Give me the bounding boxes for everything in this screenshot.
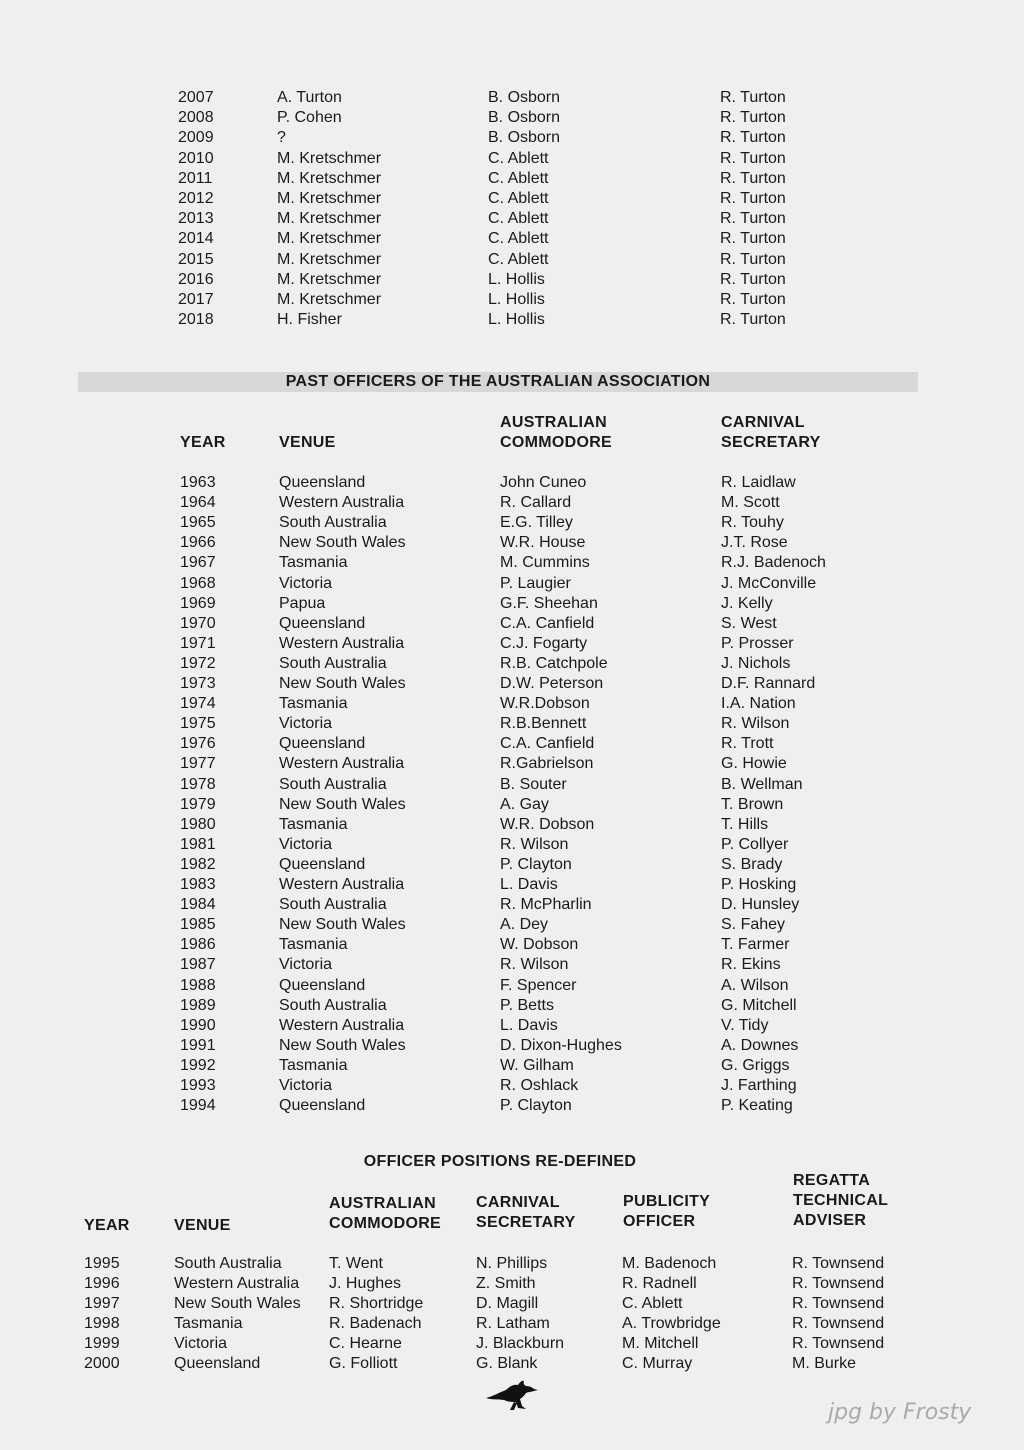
past-officers-cell: 1975 [180,715,216,733]
top-table-cell: R. Turton [720,250,786,268]
past-officers-cell: R. Ekins [721,956,781,974]
past-officers-cell: 1992 [180,1056,216,1074]
header2-venue: VENUE [174,1217,231,1234]
redefined-officers-cell: R. Townsend [792,1295,885,1312]
header-secretary-line1: CARNIVAL [721,414,805,431]
top-table-cell: R. Turton [720,291,786,308]
header-secretary-line2: SECRETARY [721,434,821,451]
past-officers-cell: Queensland [279,474,366,491]
past-officers-cell: Tasmania [279,815,348,833]
top-table-cell: ? [277,129,286,147]
redefined-officers-cell: C. Murray [622,1355,693,1372]
redefined-officers-cell: M. Burke [792,1355,857,1372]
past-officers-cell: D. Hunsley [721,896,800,914]
past-officers-cell: R.Gabrielson [500,755,594,773]
past-officers-cell: S. Fahey [721,916,786,934]
past-officers-cell: G.F. Sheehan [500,594,598,612]
past-officers-cell: R. Laidlaw [721,474,796,491]
past-officers-cell: 1973 [180,675,216,692]
past-officers-cell: P. Laugier [500,574,571,592]
past-officers-cell: Queensland [279,735,366,753]
top-table-cell: 2015 [178,250,214,268]
past-officers-cell: T. Brown [721,795,784,813]
past-officers-cell: 1979 [180,795,216,813]
past-officers-cell: E.G. Tilley [500,514,573,532]
header-venue: VENUE [279,434,336,451]
past-officers-cell: C.A. Canfield [500,614,595,632]
redefined-officers-cell: R. Townsend [792,1255,885,1272]
top-table-cell: M. Kretschmer [277,250,382,268]
past-officers-cell: South Australia [279,775,387,793]
past-officers-cell: South Australia [279,514,387,532]
past-officers-cell: Western Australia [279,634,405,652]
past-officers-cell: Papua [279,594,326,612]
watermark-text: jpg by Frosty [828,1400,972,1425]
past-officers-cell: R. Callard [500,494,572,512]
redefined-officers-cell: R. Badenach [329,1315,422,1332]
past-officers-cell: Tasmania [279,936,348,954]
past-officers-cell: J. McConville [721,574,817,592]
past-officers-cell: G. Howie [721,755,787,773]
past-officers-cell: B. Wellman [721,775,803,793]
top-table-cell: R. Turton [720,311,786,329]
past-officers-cell: R.J. Badenoch [721,554,826,572]
top-table-cell: C. Ablett [488,169,549,187]
header-commodore-line1: AUSTRALIAN [500,414,607,431]
past-officers-cell: 1988 [180,976,216,994]
past-officers-cell: 1978 [180,775,216,793]
top-table-cell: R. Turton [720,129,786,147]
past-officers-cell: 1984 [180,896,216,914]
header-commodore-line2: COMMODORE [500,434,613,451]
past-officers-banner [78,372,918,392]
redefined-officers-cell: G. Blank [476,1355,538,1372]
past-officers-cell: 1970 [180,614,216,632]
redefined-officers-cell: 1999 [84,1335,120,1352]
top-table-cell: C. Ablett [488,210,549,228]
past-officers-cell: Tasmania [279,695,348,713]
redefined-officers-cell: R. Latham [476,1315,550,1332]
top-table-cell: R. Turton [720,89,786,106]
header2-publicity-line1: PUBLICITY [623,1193,711,1210]
redefined-officers-cell: D. Magill [476,1295,539,1312]
header-year: YEAR [180,434,226,451]
redefined-officers-cell: Tasmania [174,1315,243,1332]
past-officers-cell: A. Downes [721,1036,799,1054]
past-officers-cell: New South Wales [279,916,406,934]
top-table-cell: R. Turton [720,109,786,127]
past-officers-cell: New South Wales [279,795,406,813]
past-officers-cell: South Australia [279,896,387,914]
redefined-officers-cell: R. Townsend [792,1315,885,1332]
past-officers-cell: Queensland [279,1097,366,1115]
redefined-officers-cell: South Australia [174,1255,282,1272]
past-officers-cell: Victoria [279,956,333,974]
past-officers-cell: C.J. Fogarty [500,634,588,652]
redefined-officers-cell: M. Mitchell [622,1335,699,1352]
past-officers-cell: South Australia [279,654,387,672]
redefined-officers-cell: 2000 [84,1355,120,1372]
past-officers-cell: New South Wales [279,1036,406,1054]
top-table-cell: M. Kretschmer [277,210,382,228]
past-officers-cell: W.R. Dobson [500,815,595,833]
past-officers-cell: T. Hills [721,815,769,833]
past-officers-cell: R. Trott [721,735,774,753]
header2-secretary-line1: CARNIVAL [476,1194,560,1211]
past-officers-cell: P. Prosser [721,634,794,652]
redefined-officers-cell: 1996 [84,1275,120,1292]
past-officers-cell: 1994 [180,1097,216,1115]
past-officers-cell: 1986 [180,936,216,954]
top-table-cell: 2007 [178,89,214,106]
past-officers-cell: Tasmania [279,1056,348,1074]
past-officers-cell: Queensland [279,976,366,994]
top-table-cell: 2012 [178,190,214,207]
top-table-cell: R. Turton [720,149,786,167]
past-officers-cell: P. Collyer [721,835,789,853]
top-table-cell: 2010 [178,149,214,167]
past-officers-cell: R. Wilson [500,956,569,974]
header2-year: YEAR [84,1217,130,1234]
top-table-cell: M. Kretschmer [277,190,382,207]
past-officers-cell: A. Gay [500,795,549,813]
redefined-officers-cell: 1998 [84,1315,120,1332]
top-table-cell: A. Turton [277,89,342,106]
past-officers-cell: 1983 [180,876,216,893]
past-officers-cell: New South Wales [279,534,406,552]
past-officers-cell: M. Scott [721,494,780,512]
redefined-officers-cell: Victoria [174,1335,228,1352]
past-officers-cell: D.W. Peterson [500,675,604,692]
past-officers-cell: 1964 [180,494,216,512]
header2-secretary-line2: SECRETARY [476,1214,576,1231]
top-table-cell: 2008 [178,109,214,127]
past-officers-cell: Western Australia [279,1016,405,1034]
past-officers-cell: C.A. Canfield [500,735,595,753]
past-officers-cell: D. Dixon-Hughes [500,1036,622,1054]
past-officers-cell: R. Wilson [721,715,790,733]
top-table-cell: 2011 [178,169,213,187]
past-officers-cell: 1993 [180,1077,216,1094]
past-officers-cell: Victoria [279,574,333,592]
past-officers-cell: 1985 [180,916,216,934]
header2-adviser-line3: ADVISER [793,1212,867,1229]
past-officers-cell: Queensland [279,855,366,873]
past-officers-cell: F. Spencer [500,976,577,994]
past-officers-cell: A. Dey [500,916,549,934]
redefined-officers-cell: G. Folliott [329,1355,398,1372]
top-table-cell: L. Hollis [488,291,545,308]
past-officers-cell: G. Mitchell [721,996,797,1014]
past-officers-title: PAST OFFICERS OF THE AUSTRALIAN ASSOCIATION [285,373,711,390]
past-officers-cell: 1989 [180,996,216,1014]
redefined-officers-cell: R. Radnell [622,1275,697,1292]
past-officers-cell: 1976 [180,735,216,753]
past-officers-cell: Queensland [279,614,366,632]
redefined-officers-cell: R. Townsend [792,1335,885,1352]
top-table-cell: R. Turton [720,270,786,288]
past-officers-cell: R. Wilson [500,835,569,853]
top-table-cell: B. Osborn [488,109,561,127]
redefined-officers-cell: N. Phillips [476,1255,548,1272]
past-officers-cell: P. Clayton [500,855,572,873]
past-officers-cell: T. Farmer [721,936,790,954]
past-officers-cell: S. Brady [721,855,783,873]
redefined-officers-cell: 1997 [84,1295,120,1312]
top-table-cell: 2009 [178,129,214,147]
past-officers-cell: 1966 [180,534,216,552]
past-officers-cell: 1982 [180,855,216,873]
past-officers-cell: D.F. Rannard [721,675,816,692]
past-officers-cell: 1980 [180,815,216,833]
top-table-cell: 2018 [178,311,214,329]
past-officers-cell: 1965 [180,514,216,532]
past-officers-cell: I.A. Nation [721,695,796,713]
top-table-cell: C. Ablett [488,190,549,207]
redefined-officers-cell: M. Badenoch [622,1255,717,1272]
top-table-cell: B. Osborn [488,129,561,147]
redefined-officers-cell: J. Blackburn [476,1335,565,1352]
past-officers-cell: P. Clayton [500,1097,572,1115]
past-officers-cell: P. Betts [500,996,554,1014]
top-table-cell: M. Kretschmer [277,149,382,167]
past-officers-cell: W. Dobson [500,936,579,954]
past-officers-cell: Victoria [279,835,333,853]
past-officers-cell: J. Nichols [721,654,791,672]
redefined-officers-cell: R. Shortridge [329,1295,424,1312]
past-officers-cell: W.R.Dobson [500,695,590,713]
past-officers-cell: Western Australia [279,876,405,893]
redefined-officers-cell: J. Hughes [329,1275,402,1292]
past-officers-cell: 1981 [180,835,216,853]
past-officers-cell: 1971 [180,634,216,652]
past-officers-cell: Victoria [279,715,333,733]
past-officers-cell: J. Farthing [721,1077,797,1094]
past-officers-cell: John Cuneo [500,474,587,491]
redefined-officers-cell: T. Went [329,1255,383,1272]
header2-adviser-line2: TECHNICAL [793,1192,889,1209]
past-officers-cell: R. Oshlack [500,1077,579,1094]
top-table-cell: R. Turton [720,169,786,187]
past-officers-cell: Western Australia [279,755,405,773]
past-officers-cell: A. Wilson [721,976,789,994]
header2-publicity-line2: OFFICER [623,1213,696,1230]
top-table-cell: B. Osborn [488,89,561,106]
past-officers-cell: J. Kelly [721,594,773,612]
top-table-cell: C. Ablett [488,250,549,268]
past-officers-cell: 1967 [180,554,216,572]
past-officers-cell: R. McPharlin [500,896,592,914]
redefined-officers-cell: Western Australia [174,1275,300,1292]
top-table-cell: C. Ablett [488,149,549,167]
redefined-title: OFFICER POSITIONS RE-DEFINED [363,1153,637,1170]
past-officers-cell: New South Wales [279,675,406,692]
past-officers-cell: South Australia [279,996,387,1014]
past-officers-cell: V. Tidy [721,1016,769,1034]
header2-commodore-line1: AUSTRALIAN [329,1195,436,1212]
header2-adviser-line1: REGATTA [793,1172,871,1189]
header2-commodore-line2: COMMODORE [329,1215,442,1232]
top-table-cell: 2013 [178,210,214,228]
top-table-cell: M. Kretschmer [277,169,382,187]
redefined-officers-cell: R. Townsend [792,1275,885,1292]
past-officers-cell: S. West [721,614,777,632]
past-officers-cell: 1969 [180,594,216,612]
top-table-cell: C. Ablett [488,230,549,248]
past-officers-cell: P. Keating [721,1097,793,1115]
top-table-cell: H. Fisher [277,311,342,329]
past-officers-cell: G. Griggs [721,1056,790,1074]
past-officers-cell: B. Souter [500,775,567,793]
past-officers-cell: 1991 [180,1036,216,1054]
top-table-cell: R. Turton [720,210,786,228]
redefined-officers-cell: Z. Smith [476,1275,536,1292]
top-table-cell: 2014 [178,230,214,248]
past-officers-cell: W. Gilham [500,1056,574,1074]
redefined-officers-cell: A. Trowbridge [622,1315,721,1332]
top-table-cell: L. Hollis [488,311,545,329]
past-officers-cell: L. Davis [500,876,558,893]
top-table-cell: M. Kretschmer [277,291,382,308]
past-officers-cell: W.R. House [500,534,586,552]
past-officers-cell: Victoria [279,1077,333,1094]
top-table-cell: R. Turton [720,190,786,207]
redefined-officers-cell: C. Hearne [329,1335,402,1352]
redefined-officers-cell: New South Wales [174,1295,301,1312]
top-table-cell: R. Turton [720,230,786,248]
past-officers-cell: Tasmania [279,554,348,572]
past-officers-cell: 1968 [180,574,216,592]
past-officers-cell: Western Australia [279,494,405,512]
past-officers-cell: 1977 [180,755,216,773]
past-officers-cell: 1972 [180,654,216,672]
past-officers-cell: M. Cummins [500,554,590,572]
top-table-cell: P. Cohen [277,109,342,127]
top-table-cell: M. Kretschmer [277,230,382,248]
top-table-cell: L. Hollis [488,270,545,288]
past-officers-cell: R. Touhy [721,514,784,532]
kangaroo-icon [484,1378,540,1412]
past-officers-cell: J.T. Rose [721,534,788,552]
redefined-officers-cell: Queensland [174,1355,261,1372]
past-officers-cell: R.B. Catchpole [500,654,608,672]
redefined-officers-cell: 1995 [84,1255,120,1272]
past-officers-cell: R.B.Bennett [500,715,587,733]
past-officers-cell: L. Davis [500,1016,558,1034]
past-officers-cell: 1974 [180,695,216,713]
top-table-cell: 2017 [178,291,214,308]
past-officers-cell: 1990 [180,1016,216,1034]
past-officers-cell: P. Hosking [721,876,797,893]
top-table-cell: 2016 [178,270,214,288]
redefined-officers-cell: C. Ablett [622,1295,683,1312]
past-officers-cell: 1963 [180,474,216,491]
past-officers-cell: 1987 [180,956,216,974]
top-table-cell: M. Kretschmer [277,270,382,288]
